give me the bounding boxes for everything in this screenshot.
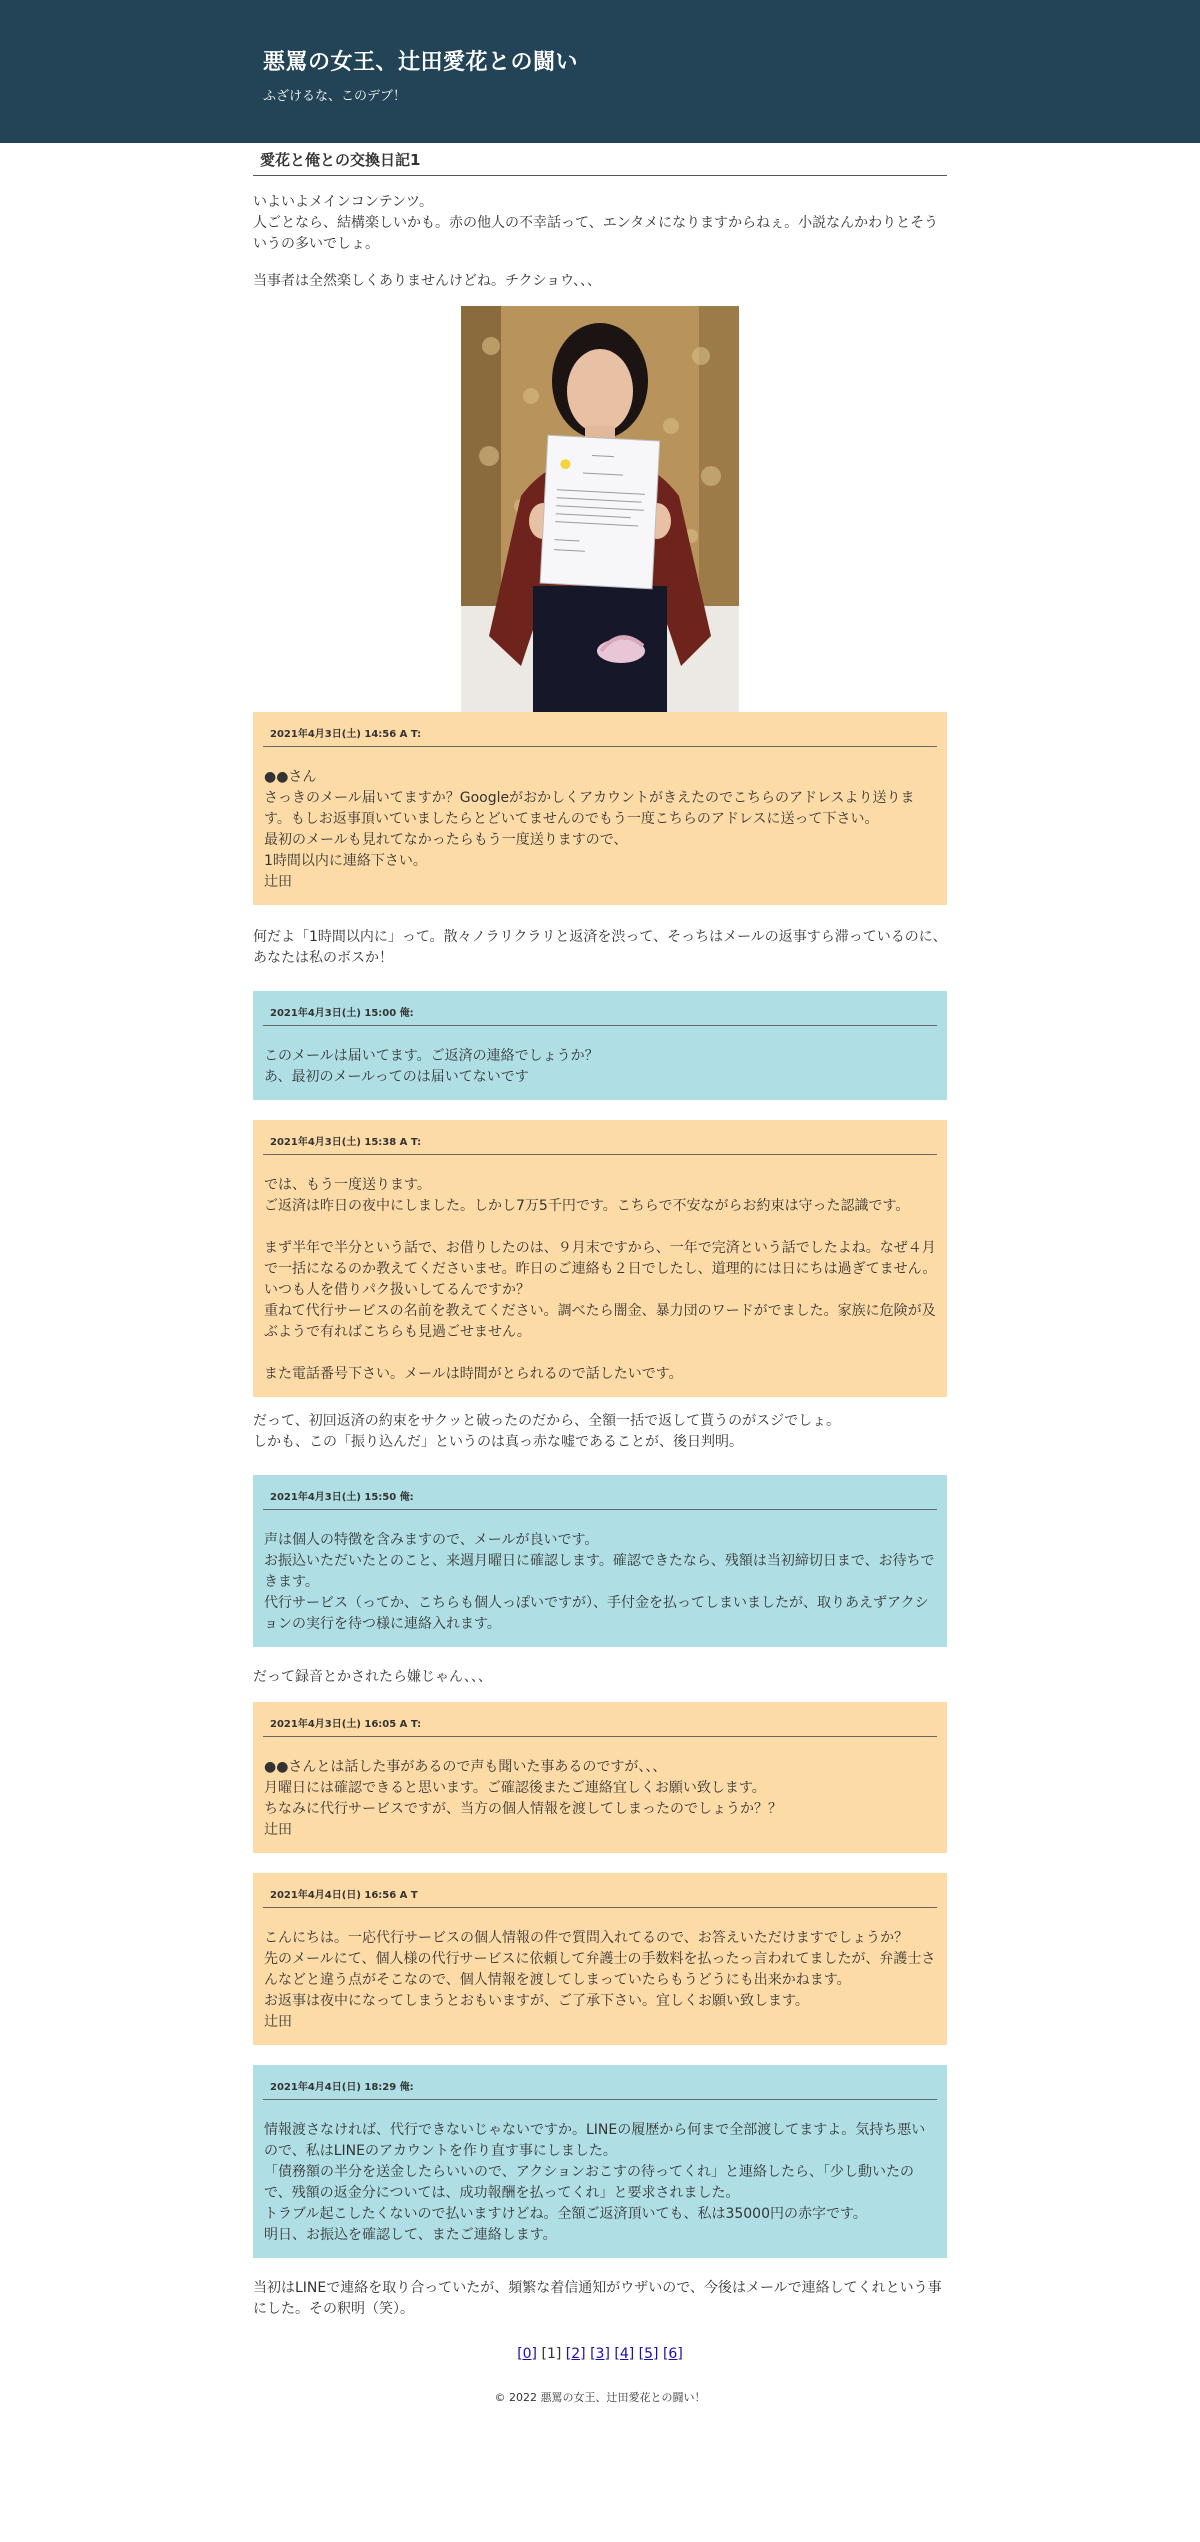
message-block [253, 712, 947, 905]
message-body: ●●さんとは話した事があるので声も聞いた事あるのですが、、、 月曜日には確認できると思います。ご確認後またご連絡宜しくお願い致します。 ちなみに代行サービスですが、当方の個人情報を渡してしまったのでしょうか？？ 辻田 [264, 1759, 782, 1838]
comment-paragraph: 当初はLINEで連絡を取り合っていたが、頻繁な着信通知がウザいので、今後はメールで連絡してくれという事にした。その釈明（笑）。 [253, 2280, 942, 2317]
page-current: [1] [541, 2346, 562, 2362]
page-link-0[interactable]: [0] [517, 2346, 538, 2362]
footer-copyright: © 2022 悪罵の女王、辻田愛花との闘い！ [494, 2391, 706, 2404]
message-block [253, 1873, 947, 2045]
message-header: 2021年4月4日(日) 16:56 A T [263, 1887, 937, 1908]
message-header: 2021年4月3日(土) 16:05 A T: [263, 1716, 937, 1737]
main-content [253, 143, 947, 2498]
message-block [253, 1702, 947, 1853]
message-body: では、もう一度送ります。 ご返済は昨日の夜中にしました。しかし7万5千円です。こちらで不安ながらお約束は守った認識です。 まず半年で半分という話で、お借りしたのは、９月末ですから、一年で完済という話でしたよね。なぜ４月で一括になるのか教えてくださいませ。昨日のご連絡も２日でしたし、道理的には日にちは過ぎてません。いつも人を借りパク扱いしてるんですか？ 重ねて代行サービスの名前を教えてください。調べたら闇金、暴力団のワードがでました。家族に危険が及ぶようで有ればこちらも見過ごせません。 また電話番号下さい。メールは時間がとられるので話したいです。 [264, 1177, 937, 1382]
intro-paragraph-2: 当事者は全然楽しくありませんけどね。チクショウ、、、 [253, 273, 602, 289]
message-header: 2021年4月3日(土) 15:00 俺: [263, 1005, 937, 1026]
photo-illustration [461, 306, 739, 712]
message-body: このメールは届いてます。ご返済の連絡でしょうか？ あ、最初のメールってのは届いてないです [264, 1048, 599, 1085]
site-header [0, 0, 1200, 143]
message-block [253, 1120, 947, 1397]
intro-paragraph: いよいよメインコンテンツ。 人ごとなら、結構楽しいかも。赤の他人の不幸話って、エンタメになりますからねぇ。小説なんかわりとそういうの多いでしょ。 [253, 194, 939, 252]
comment-paragraph: だって録音とかされたら嫌じゃん、、、 [253, 1669, 492, 1685]
message-block [253, 2065, 947, 2258]
page-link-4[interactable]: [4] [614, 2346, 635, 2362]
comment-paragraph: 何だよ「1時間以内に」って。散々ノラリクラリと返済を渋って、そっちはメールの返事すら滞っているのに、あなたは私のボスか！ [253, 929, 947, 966]
message-header: 2021年4月3日(土) 15:50 俺: [263, 1489, 937, 1510]
pagination [253, 2344, 947, 2365]
page-link-5[interactable]: [5] [638, 2346, 659, 2362]
page-link-3[interactable]: [3] [590, 2346, 610, 2362]
site-tagline: ふざけるな、このデブ！ [263, 89, 407, 104]
message-body: ●●さん さっきのメール届いてますか？Googleがおかしくアカウントがきえたのでこちらのアドレスより送ります。もしお返事頂いていましたらとどいてませんのでもう一度こちらのアドレスに送って下さい。 最初のメールも見れてなかったらもう一度送りますので、 1時間以内に連絡下さい。 辻田 [264, 769, 915, 890]
message-header: 2021年4月4日(日) 18:29 俺: [263, 2079, 937, 2100]
message-block [253, 1475, 947, 1647]
message-block [253, 991, 947, 1100]
message-header: 2021年4月3日(土) 14:56 A T: [263, 726, 937, 747]
message-header: 2021年4月3日(土) 15:38 A T: [263, 1134, 937, 1155]
message-body: 情報渡さなければ、代行できないじゃないですか。LINEの履歴から何まで全部渡してますよ。気持ち悪いので、私はLINEのアカウントを作り直す事にしました。 「債務額の半分を送金したらいいので、アクションおこすの待ってくれ」と連絡したら、「少し動いたので、残額の返金分については、成功報酬を払ってくれ」と要求されました。 トラブル起こしたくないので払いますけどね。全額ご返済頂いても、私は35000円の赤字です。 明日、お振込を確認して、またご連絡します。 [264, 2122, 926, 2243]
post-title: 愛花と俺との交換日記1 [253, 150, 947, 176]
page-link-2[interactable]: [2] [565, 2346, 586, 2362]
site-title[interactable]: 悪罵の女王、辻田愛花との闘い [263, 50, 579, 75]
message-body: こんにちは。一応代行サービスの個人情報の件で質問入れてるので、お答えいただけますでしょうか？ 先のメールにて、個人様の代行サービスに依頼して弁護士の手数料を払ったっ言われてましたが、弁護士さんなどと違う点がそこなので、個人情報を渡してしまっていたらもうどうにも出来かねます。 お返事は夜中になってしまうとおもいますが、ご了承下さい。宜しくお願い致します。 辻田 [264, 1930, 936, 2030]
comment-paragraph: だって、初回返済の約束をサクッと破ったのだから、全額一括で返して貰うのがスジでしょ。 しかも、この「振り込んだ」というのは真っ赤な嘘であることが、後日判明。 [253, 1413, 841, 1450]
page-link-6[interactable]: [6] [662, 2346, 683, 2362]
woman-holding-letter-photo [461, 306, 739, 712]
message-body: 声は個人の特徴を含みますので、メールが良いです。 お振込いただいたとのこと、来週月曜日に確認します。確認できたなら、残額は当初締切日まで、お待ちできます。 代行サービス（ってか、こちらも個人っぽいですが）、手付金を払ってしまいましたが、取りあえずアクションの実行を待つ様に連絡入れます。 [264, 1532, 935, 1632]
